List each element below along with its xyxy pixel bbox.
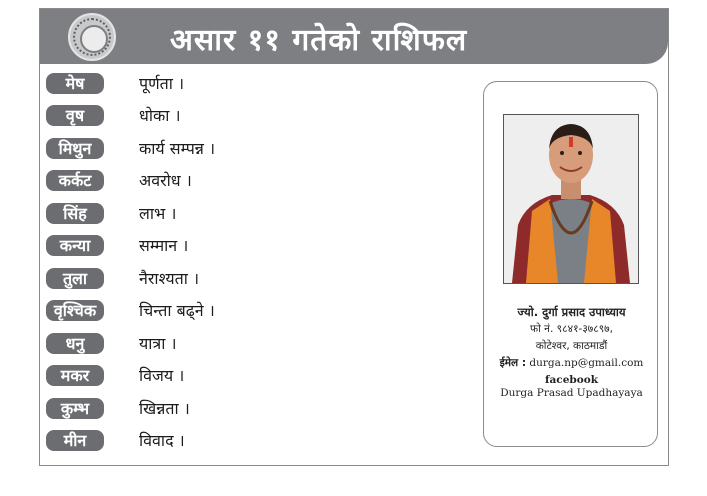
prediction-text: सम्मान । [139, 236, 189, 255]
prediction-text: पूर्णता । [139, 74, 185, 93]
facebook-name: Durga Prasad Upadhayaya [500, 387, 643, 399]
prediction-text: विजय । [139, 366, 185, 385]
facebook-label: facebook [544, 374, 599, 386]
portrait-illustration [504, 115, 638, 283]
sign-badge: वृश्चिक [46, 300, 104, 321]
zodiac-wheel-icon [68, 13, 116, 61]
phone-number: फो नं. ९८४१-३७८९७, [530, 323, 613, 335]
sign-badge: तुला [46, 268, 104, 289]
astrologer-card [483, 81, 658, 447]
prediction-text: चिन्ता बढ्ने । [139, 301, 215, 320]
sign-badge: कर्कट [46, 170, 104, 191]
sign-badge: वृष [46, 105, 104, 126]
email-address: durga.np@gmail.com [529, 357, 644, 369]
sign-badge: मिथुन [46, 138, 104, 159]
email-label: ईमेल : [499, 357, 527, 369]
prediction-text: लाभ । [139, 204, 177, 223]
sign-badge: मेष [46, 73, 104, 94]
sign-badge: सिंह [46, 203, 104, 224]
astrologer-name: ज्यो. दुर्गा प्रसाद उपाध्याय [517, 305, 626, 319]
prediction-text: धोका । [139, 106, 181, 125]
astrologer-photo [503, 114, 639, 284]
prediction-text: अवरोध । [139, 171, 192, 190]
prediction-text: यात्रा । [139, 334, 177, 353]
sign-badge: मीन [46, 430, 104, 451]
prediction-text: कार्य सम्पन्न । [139, 139, 216, 158]
email-line [484, 355, 659, 372]
header-bar [40, 9, 668, 64]
page-title: असार ११ गतेको राशिफल [170, 23, 468, 58]
sign-badge: कुम्भ [46, 398, 104, 419]
sign-badge: मकर [46, 365, 104, 386]
sign-badge: कन्या [46, 235, 104, 256]
prediction-text: नैराश्यता । [139, 269, 200, 288]
prediction-text: विवाद । [139, 431, 185, 450]
astrologer-info [484, 304, 659, 402]
address: कोटेश्वर, काठमाडौं [535, 340, 608, 352]
sign-badge: धनु [46, 333, 104, 354]
prediction-text: खिन्नता । [139, 399, 190, 418]
rashifal-panel [39, 8, 669, 466]
